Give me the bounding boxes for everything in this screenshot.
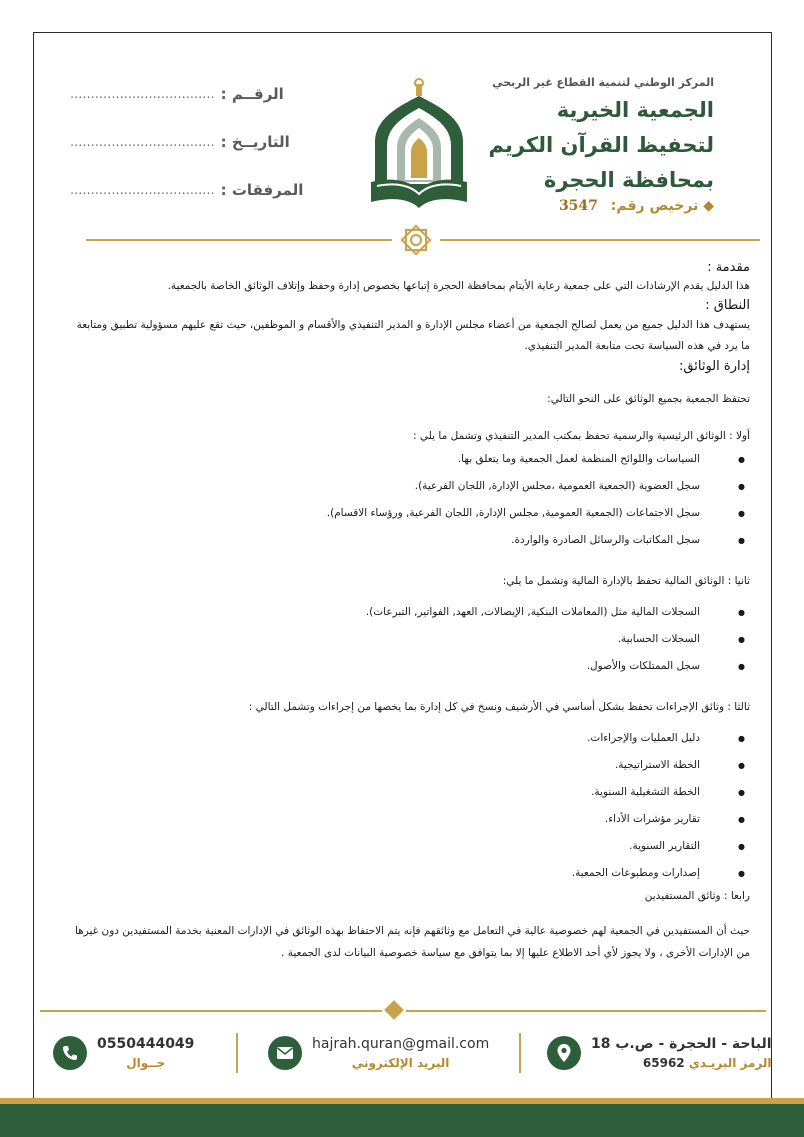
intro-heading: مقدمة : [707, 260, 750, 275]
org-subtitle: المركز الوطني لتنمية القطاع غير الربحي [492, 76, 714, 89]
document-body [54, 258, 750, 964]
org-name-line1: الجمعية الخيرية [556, 98, 714, 122]
first-section-list [54, 446, 750, 554]
association-logo [365, 78, 473, 210]
email-label: البريد الإلكتروني [351, 1056, 450, 1070]
license-row [484, 198, 714, 214]
org-name-line3: بمحافظة الحجرة [543, 168, 714, 192]
list-item: ● السياسات واللوائح المنظمة لعمل الجمعية وما يتعلق بها. [54, 446, 750, 473]
star-ornament-icon [398, 222, 434, 258]
closing-line-1: حيث أن المستفيدين في الجمعية لهم خصوصية عالية في التعامل مع وثائقهم فإنه يتم الاحتفاظ بهذه الوثائق في الإدارات المعنية بخدمة المستفيدين دون غيرها [74, 925, 750, 937]
list-item: ● التقارير السنوية. [54, 833, 750, 860]
scope-line-2: ما يرد في هذه السياسة تحت متابعة المدير التنفيذي. [524, 340, 750, 352]
phone-number: 0550444049 [97, 1036, 195, 1052]
ref-number-dots: ................................... [70, 86, 215, 102]
third-section-heading: ثالثا : وثائق الإجراءات تحفظ بشكل أساسي في الأرشيف ونسخ في كل إدارة بما يخصها من إجراءات وتشمل التالي : [248, 701, 750, 713]
second-section-list [54, 599, 750, 680]
phone-label: جــوال [126, 1056, 166, 1070]
date-row [70, 118, 310, 166]
second-section-heading: ثانيا : الوثائق المالية تحفظ بالإدارة المالية وتشمل ما يلي: [502, 575, 750, 587]
email-address: hajrah.quran@gmail.com [312, 1036, 490, 1052]
address-text: الباحة - الحجرة - ص.ب 18 [591, 1036, 772, 1052]
footer-rule-right [406, 1010, 766, 1012]
footer-email [268, 1030, 489, 1076]
list-item: ● سجل العضوية (الجمعية العمومية ،مجلس الإدارة, اللجان الفرعية). [54, 473, 750, 500]
license-number: 3547 [558, 198, 598, 214]
postal-row [591, 1056, 772, 1070]
footer-green-band [0, 1104, 804, 1137]
management-intro: تحتفظ الجمعية بجميع الوثائق على النحو التالي: [547, 393, 750, 405]
intro-text: هذا الدليل يقدم الإرشادات التي على جمعية رعاية الأيتام بمحافظة الحجرة إتباعها بخصوص إدارة وحفظ وإتلاف الوثائق الخاصة بالجمعية. [167, 280, 750, 292]
closing-line-2: من الإدارات الأخرى ، ولا يجوز لأي أحد الاطلاع عليها إلا بما يتوافق مع سياسة خصوصية البيانات لدى الجمعية . [281, 947, 750, 959]
mail-icon [268, 1036, 302, 1070]
list-item: ● إصدارات ومطبوعات الجمعية. [54, 860, 750, 887]
management-heading: إدارة الوثائق: [679, 359, 750, 374]
footer-phone [53, 1030, 194, 1076]
list-item: ● تقارير مؤشرات الأداء. [54, 806, 750, 833]
reference-fields [70, 70, 310, 214]
third-section-list [54, 725, 750, 887]
location-pin-icon [547, 1036, 581, 1070]
diamond-icon: ◆ [703, 198, 714, 214]
ref-number-label: الرقــم : [220, 85, 284, 103]
attachments-row [70, 166, 310, 214]
scope-line-1: يستهدف هذا الدليل جميع من يعمل لصالح الجمعية من أعضاء مجلس الإدارة و المدير التنفيذي والأقسام و الموظفين، حيث تقع عليهم مسؤولية تطبيق ومتابعة [76, 319, 750, 331]
date-label: التاريــخ : [220, 133, 290, 151]
scope-heading: النطاق : [705, 298, 750, 313]
phone-icon [53, 1036, 87, 1070]
list-item: ● سجل المكاتبات والرسائل الصادرة والواردة. [54, 527, 750, 554]
attachments-dots: ................................... [70, 182, 215, 198]
org-name-line2: لتحفيظ القرآن الكريم [488, 133, 714, 157]
footer-separator [236, 1033, 238, 1073]
footer-address [547, 1030, 772, 1076]
fourth-section-heading: رابعا : وثائق المستفيدين [644, 890, 750, 902]
list-item: ● الخطة الاستراتيجية. [54, 752, 750, 779]
footer-rule-left [40, 1010, 382, 1012]
license-label: ترخيص رقم: [610, 198, 699, 214]
attachments-label: المرفقات : [220, 181, 304, 199]
header-rule-left [86, 239, 392, 241]
organization-block [484, 76, 714, 214]
list-item: ● دليل العمليات والإجراءات. [54, 725, 750, 752]
list-item: ● الخطة التشغيلية السنوية. [54, 779, 750, 806]
list-item: ● سجل الاجتماعات (الجمعية العمومية, مجلس الإدارة, اللجان الفرعية, ورؤساء الاقسام). [54, 500, 750, 527]
header-rule-right [440, 239, 760, 241]
ref-number-row [70, 70, 310, 118]
footer-separator [519, 1033, 521, 1073]
postal-code: 65962 [642, 1056, 685, 1070]
postal-label: الرمز البريـدي [688, 1056, 772, 1070]
date-dots: ................................... [70, 134, 215, 150]
first-section-heading: أولا : الوثائق الرئيسية والرسمية تحفظ بمكتب المدير التنفيذي وتشمل ما يلي : [413, 430, 750, 442]
list-item: ● السجلات الحسابية. [54, 626, 750, 653]
list-item: ● سجل الممتلكات والأصول. [54, 653, 750, 680]
list-item: ● السجلات المالية مثل (المعاملات البنكية, الإيصالات, العهد, الفواتير, التبرعات). [54, 599, 750, 626]
